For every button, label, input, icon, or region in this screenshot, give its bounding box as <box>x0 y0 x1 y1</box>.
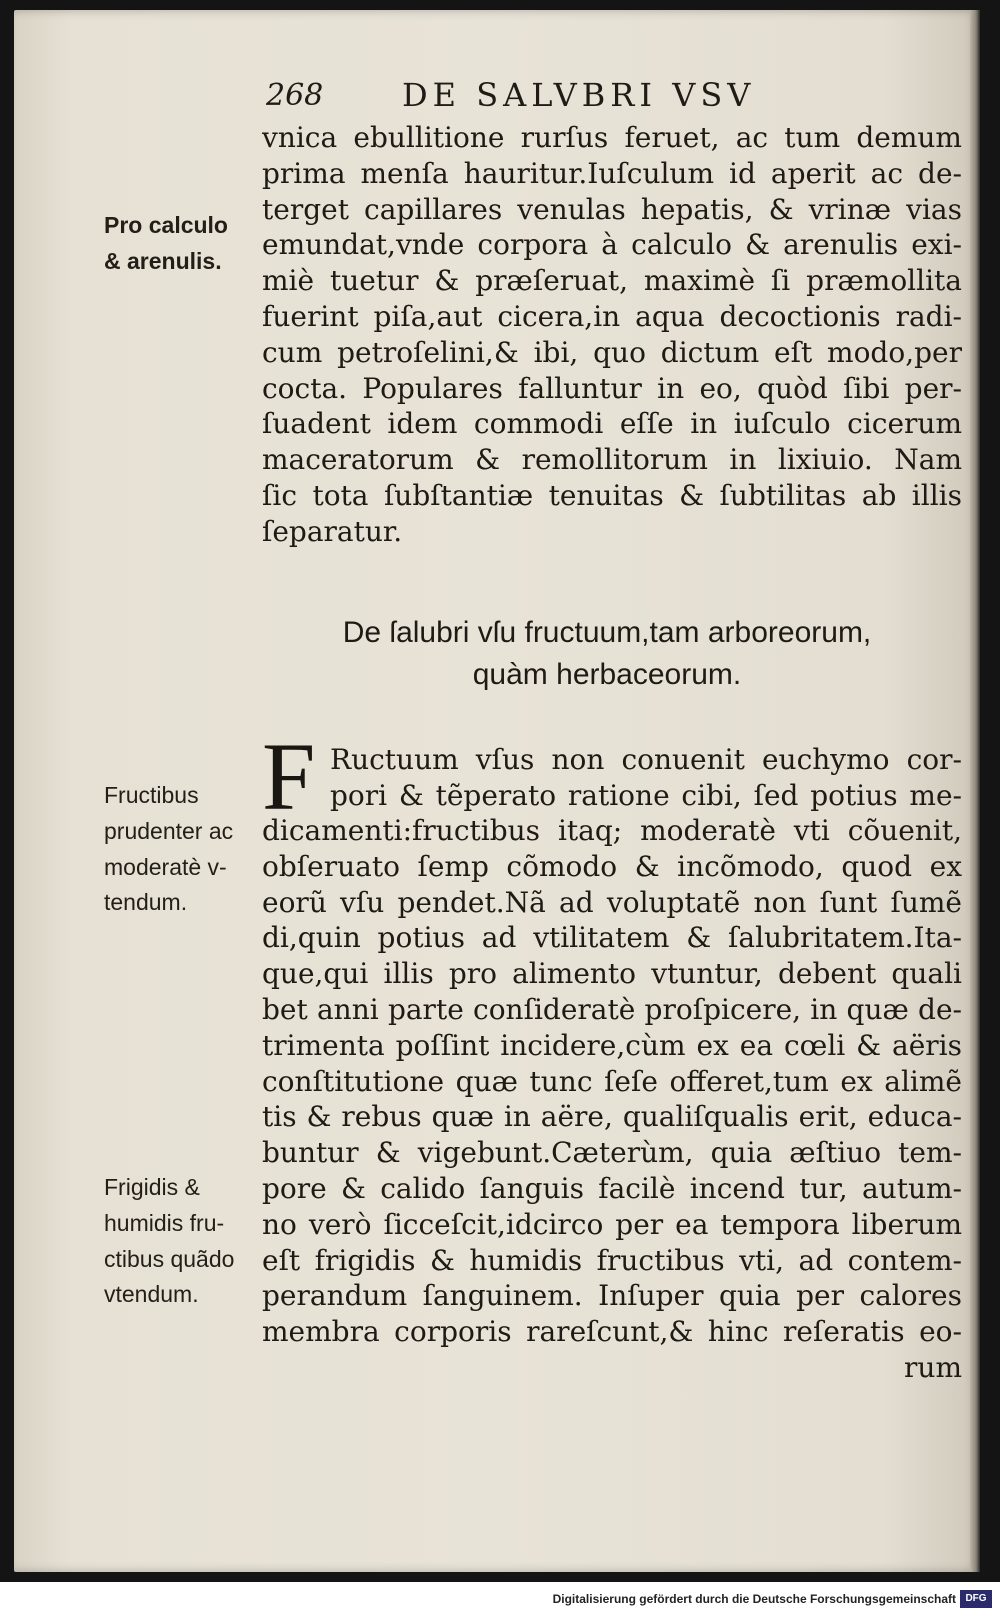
footer-bar <box>0 1582 1000 1618</box>
paragraph-1 <box>262 120 962 550</box>
running-title: DE SALVBRI VSV <box>402 76 756 114</box>
text-line: di,quin potius ad vtilitatem & ſalubritatem.Ita- <box>262 921 962 955</box>
text-line: Ructuum vſus non conuenit euchymo cor- <box>330 743 962 776</box>
text-line: prima menſa hauritur.Iuſculum id aperit ac de- <box>262 156 962 190</box>
section-heading <box>262 612 952 696</box>
text-line: eſt frigidis & humidis fructibus vti, ad contem- <box>262 1243 962 1277</box>
catchword: rum <box>904 1350 962 1384</box>
margin-note-calculo <box>104 208 262 280</box>
text-line: maceratorum & remollitorum in lixiuio. Nam <box>262 443 962 477</box>
drop-cap: F <box>262 723 316 830</box>
margin-note-line: Frigidis & <box>104 1174 200 1200</box>
margin-note-line: tendum. <box>104 889 188 916</box>
text-line: eorũ vſu pendet.Nã ad voluptatẽ non ſunt ſumẽ <box>262 885 962 919</box>
paragraph-2-cap-lines <box>330 742 962 814</box>
text-line: buntur & vigebunt.Cæterùm, quia æſtiuo tem- <box>262 1136 962 1170</box>
margin-note-line: Fructibus <box>104 782 199 808</box>
text-line: dicamenti:fructibus itaq; moderatè vti cõuenit, <box>262 814 962 847</box>
text-line: ſuadent idem commodi eſſe in iuſculo cicerum <box>262 407 962 441</box>
margin-note-fructibus <box>104 778 262 921</box>
text-line: conſtitutione quæ tunc ſeſe offeret,tum ex alimẽ <box>262 1064 962 1098</box>
heading-line: De ſalubri vſu fructuum,tam arboreorum, <box>342 616 872 649</box>
text-line: tis & rebus quæ in aëre, qualiſqualis erit, educa- <box>262 1100 962 1134</box>
margin-note-line: ctibus quãdo <box>104 1245 235 1272</box>
footer-credit: Digitalisierung gefördert durch die Deutsche Forschungsgemeinschaft <box>552 1592 956 1606</box>
text-line: emundat,vnde corpora à calculo & arenulis exi- <box>262 228 962 262</box>
margin-note-line: & arenulis. <box>104 247 222 274</box>
margin-note-line: moderatè v- <box>104 853 227 880</box>
text-line: terget capillares venulas hepatis, & vrinæ vias <box>262 192 962 226</box>
margin-note-line: vtendum. <box>104 1281 199 1308</box>
margin-note-line: humidis fru- <box>104 1209 225 1236</box>
text-line: cocta. Populares falluntur in eo, quòd ſibi per- <box>262 371 962 405</box>
heading-line: quàm herbaceorum. <box>472 658 742 691</box>
text-line: vnica ebullitione rurſus feruet, ac tum demum <box>262 121 962 154</box>
margin-note-line: Pro calculo <box>104 212 228 238</box>
text-line: miè tuetur & præſeruat, maximè ſi præmollita <box>262 264 962 298</box>
text-line: membra corporis rareſcunt,& hinc reſeratis eo- <box>262 1315 962 1349</box>
text-line: pore & calido ſanguis facilè incend tur, autum- <box>262 1171 962 1205</box>
margin-note-frigidis <box>104 1170 262 1313</box>
text-line: trimenta poſſint incidere,cùm ex ea cœli & aëris <box>262 1028 962 1062</box>
dfg-logo-icon: DFG <box>960 1590 992 1608</box>
text-line: que,qui illis pro alimento vtuntur, debent quali <box>262 957 962 991</box>
running-head <box>248 70 808 120</box>
text-line: fuerint piſa,aut cicera,in aqua decoctionis radi- <box>262 299 962 333</box>
text-line: perandum ſanguinem. Inſuper quia per calores <box>262 1279 962 1313</box>
text-line: pori & tẽperato ratione cibi, ſed potius me- <box>330 778 962 812</box>
text-line: bet anni parte conſideratè proſpicere, in quæ de- <box>262 992 962 1026</box>
text-line: no verò ſicceſcit,idcirco per ea tempora liberum <box>262 1207 962 1241</box>
text-line: ſeparatur. <box>262 514 403 548</box>
text-line: obſeruato ſemp cõmodo & incõmodo, quod ex <box>262 849 962 883</box>
margin-note-line: prudenter ac <box>104 817 234 844</box>
text-line: cum petroſelini,& ibi, quo dictum eſt modo,per <box>262 335 962 369</box>
text-line: ſic tota ſubſtantiæ tenuitas & ſubtilitas ab illis <box>262 478 962 512</box>
paragraph-2 <box>262 813 962 1386</box>
page-edge <box>970 10 980 1572</box>
page-number: 268 <box>266 78 324 113</box>
